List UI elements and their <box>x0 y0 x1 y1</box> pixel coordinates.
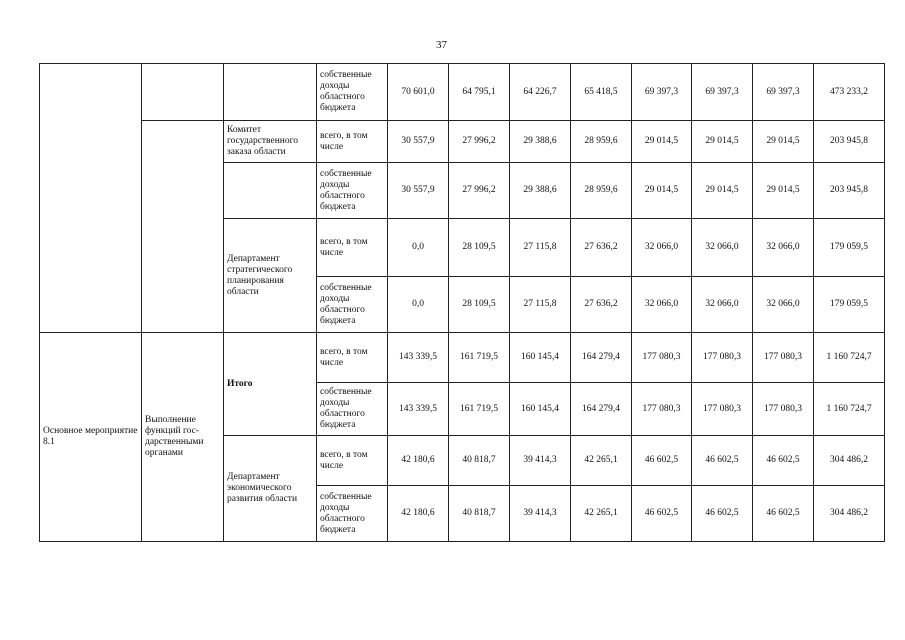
value-cell: 27 115,8 <box>510 219 571 277</box>
value-cell: 164 279,4 <box>571 383 632 436</box>
value-cell: 304 486,2 <box>814 486 885 542</box>
value-cell: 39 414,3 <box>510 436 571 486</box>
value-cell: 1 160 724,7 <box>814 383 885 436</box>
source-cell: всего, в том числе <box>317 333 388 383</box>
value-cell: 29 388,6 <box>510 163 571 219</box>
executor-cell: Итого <box>224 333 317 436</box>
value-cell: 40 818,7 <box>449 486 510 542</box>
value-cell: 177 080,3 <box>692 333 753 383</box>
value-cell: 30 557,9 <box>388 163 449 219</box>
value-cell: 40 818,7 <box>449 436 510 486</box>
value-cell: 30 557,9 <box>388 121 449 163</box>
value-cell: 32 066,0 <box>692 219 753 277</box>
value-cell: 177 080,3 <box>632 333 692 383</box>
value-cell: 28 109,5 <box>449 277 510 333</box>
value-cell: 177 080,3 <box>632 383 692 436</box>
table-row <box>40 64 885 121</box>
table-row <box>40 121 885 163</box>
value-cell: 27 996,2 <box>449 163 510 219</box>
value-cell: 160 145,4 <box>510 383 571 436</box>
value-cell: 46 602,5 <box>692 486 753 542</box>
value-cell: 29 014,5 <box>692 121 753 163</box>
value-cell: 0,0 <box>388 219 449 277</box>
value-cell: 32 066,0 <box>632 277 692 333</box>
executor-cell <box>224 64 317 121</box>
status-cell: Основное мероприятие 8.1 <box>40 333 142 542</box>
value-cell: 28 959,6 <box>571 121 632 163</box>
value-cell: 143 339,5 <box>388 383 449 436</box>
value-cell: 473 233,2 <box>814 64 885 121</box>
value-cell: 27 996,2 <box>449 121 510 163</box>
value-cell: 29 014,5 <box>632 121 692 163</box>
value-cell: 179 059,5 <box>814 277 885 333</box>
name-cell <box>142 64 224 121</box>
value-cell: 177 080,3 <box>692 383 753 436</box>
value-cell: 164 279,4 <box>571 333 632 383</box>
value-cell: 304 486,2 <box>814 436 885 486</box>
value-cell: 161 719,5 <box>449 383 510 436</box>
value-cell: 179 059,5 <box>814 219 885 277</box>
table-row <box>40 333 885 383</box>
value-cell: 143 339,5 <box>388 333 449 383</box>
value-cell: 32 066,0 <box>753 219 814 277</box>
value-cell: 29 388,6 <box>510 121 571 163</box>
value-cell: 28 959,6 <box>571 163 632 219</box>
value-cell: 46 602,5 <box>692 436 753 486</box>
value-cell: 69 397,3 <box>753 64 814 121</box>
value-cell: 27 636,2 <box>571 277 632 333</box>
executor-cell <box>224 163 317 219</box>
value-cell: 46 602,5 <box>632 486 692 542</box>
budget-table <box>39 63 885 542</box>
value-cell: 161 719,5 <box>449 333 510 383</box>
value-cell: 29 014,5 <box>753 121 814 163</box>
executor-cell: Комитет государственного заказа области <box>224 121 317 163</box>
source-cell: собственные доходы областного бюджета <box>317 163 388 219</box>
source-cell: всего, в том числе <box>317 121 388 163</box>
value-cell: 29 014,5 <box>753 163 814 219</box>
value-cell: 32 066,0 <box>692 277 753 333</box>
value-cell: 46 602,5 <box>632 436 692 486</box>
value-cell: 42 180,6 <box>388 486 449 542</box>
value-cell: 32 066,0 <box>753 277 814 333</box>
value-cell: 1 160 724,7 <box>814 333 885 383</box>
value-cell: 177 080,3 <box>753 383 814 436</box>
value-cell: 46 602,5 <box>753 436 814 486</box>
source-cell: всего, в том числе <box>317 219 388 277</box>
value-cell: 28 109,5 <box>449 219 510 277</box>
value-cell: 160 145,4 <box>510 333 571 383</box>
value-cell: 32 066,0 <box>632 219 692 277</box>
value-cell: 27 115,8 <box>510 277 571 333</box>
value-cell: 69 397,3 <box>632 64 692 121</box>
source-cell: собственные доходы областного бюджета <box>317 64 388 121</box>
value-cell: 42 265,1 <box>571 436 632 486</box>
value-cell: 29 014,5 <box>632 163 692 219</box>
value-cell: 46 602,5 <box>753 486 814 542</box>
value-cell: 64 795,1 <box>449 64 510 121</box>
value-cell: 70 601,0 <box>388 64 449 121</box>
value-cell: 0,0 <box>388 277 449 333</box>
value-cell: 42 265,1 <box>571 486 632 542</box>
status-cell <box>40 64 142 333</box>
value-cell: 42 180,6 <box>388 436 449 486</box>
value-cell: 203 945,8 <box>814 163 885 219</box>
source-cell: всего, в том числе <box>317 436 388 486</box>
page-number: 37 <box>436 39 447 51</box>
value-cell: 65 418,5 <box>571 64 632 121</box>
value-cell: 27 636,2 <box>571 219 632 277</box>
value-cell: 64 226,7 <box>510 64 571 121</box>
executor-cell: Департамент стратегического планирования области <box>224 219 317 333</box>
value-cell: 177 080,3 <box>753 333 814 383</box>
value-cell: 39 414,3 <box>510 486 571 542</box>
value-cell: 69 397,3 <box>692 64 753 121</box>
value-cell: 203 945,8 <box>814 121 885 163</box>
source-cell: собственные доходы областного бюджета <box>317 383 388 436</box>
source-cell: собственные доходы областного бюджета <box>317 486 388 542</box>
source-cell: собственные доходы областного бюджета <box>317 277 388 333</box>
value-cell: 29 014,5 <box>692 163 753 219</box>
name-cell: Выполнение функций гос-дарственными органами <box>142 333 224 542</box>
executor-cell: Департамент экономического развития области <box>224 436 317 542</box>
name-cell <box>142 121 224 333</box>
